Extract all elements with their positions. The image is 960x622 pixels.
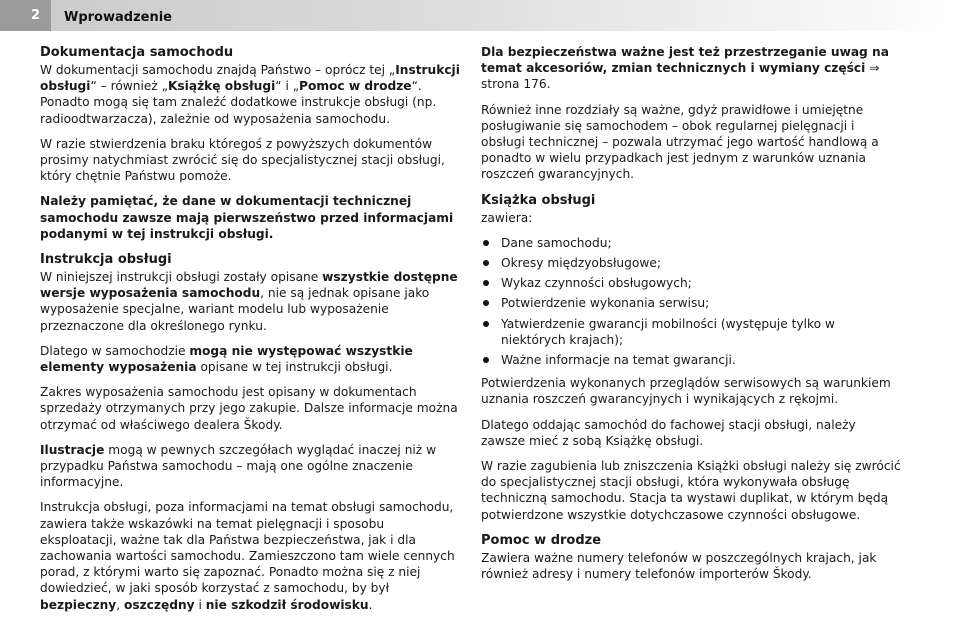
- list-item: Dane samochodu;: [481, 235, 901, 251]
- section-heading-manual: Instrukcja obsługi: [40, 252, 172, 268]
- service-book-list: [481, 235, 901, 368]
- list-item: Potwierdzenie wykonania serwisu;: [481, 295, 901, 311]
- paragraph-emphasis: Dla bezpieczeństwa ważne jest też przestrzeganie uwag na temat akcesoriów, zmian technicznych i wymiany części ⇒ strona 176.: [481, 45, 889, 92]
- page-number: 2: [0, 0, 51, 31]
- list-item: Ważne informacje na temat gwarancji.: [481, 352, 901, 368]
- paragraph: Instrukcja obsługi, poza informacjami na temat obsługi samochodu, zawiera także wskazówki na temat pielęgnacji i sposobu eksploatacji, ważne tak dla Państwa bezpieczeństwa, jak i dla zachowania wartości samochodu. Zamieszczono tam wiele cennych porad, z którymi warto się zapoznać. Ponadto można się z niej dowiedzieć, w jaki sposób korzystać z samochodu, by był bezpieczny, oszczędny i nie szkodził środowisku.: [40, 500, 455, 612]
- section-heading-service-book: Książka obsługi: [481, 192, 596, 208]
- paragraph: Również inne rozdziały są ważne, gdyż prawidłowe i umiejętne posługiwanie się samochodem – obok regularnej pielęgnacji i obsługi technicznej – pozwala utrzymać jego wartość handlową a ponadto w wielu przypadkach jest jednym z warunków uznania roszczeń gwarancyjnych.: [481, 102, 879, 182]
- paragraph: W niniejszej instrukcji obsługi zostały opisane wszystkie dostępne wersje wyposażenia samochodu, nie są jednak opisane jako wyposażenie specjalne, wariant modelu lub wyposażenie przeznaczone dla określonego rynku.: [40, 270, 458, 333]
- page-reference: ⇒ strona 176.: [481, 61, 880, 92]
- paragraph: Zakres wyposażenia samochodu jest opisany w dokumentach sprzedaży otrzymanych przy jego zakupie. Dalsze informacje można otrzymać od właściwego dealera Škody.: [40, 385, 458, 432]
- paragraph: Dlatego oddając samochód do fachowej stacji obsługi, należy zawsze mieć z sobą Książkę obsługi.: [481, 417, 856, 448]
- chapter-title: Wprowadzenie: [64, 10, 172, 25]
- paragraph: Zawiera ważne numery telefonów w poszczególnych krajach, jak również adresy i numery telefonów importerów Škody.: [481, 550, 877, 582]
- paragraph: W razie zagubienia lub zniszczenia Książki obsługi należy się zwrócić do specjalistycznej stacji obsługi, która wykonywała obsługę techniczną samochodu. Stacja ta wystawi duplikat, w którym będą potwierdzone wszystkie dotychczasowe czynności obsługowe.: [481, 459, 901, 522]
- left-column: [40, 44, 460, 622]
- list-item: Okresy międzyobsługowe;: [481, 255, 901, 271]
- right-column: [481, 44, 901, 591]
- paragraph-emphasis: Należy pamiętać, że dane w dokumentacji technicznej samochodu zawsze mają pierwszeństwo przed informacjami podanymi w tej instrukcji obsługi.: [40, 194, 454, 241]
- paragraph: Ilustracje mogą w pewnych szczegółach wyglądać inaczej niż w przypadku Państwa samochodu – mają one ogólne znaczenie informacyjne.: [40, 442, 437, 490]
- paragraph: W dokumentacji samochodu znajdą Państwo – oprócz tej „Instrukcji obsługi“ – również „Książkę obsługi“ i „Pomoc w drodze“. Ponadto mogą się tam znaleźć dodatkowe instrukcje obsługi (np. radioodtwarzacza), zależnie od wyposażenia samochodu.: [40, 63, 460, 126]
- paragraph: W razie stwierdzenia braku któregoś z powyższych dokumentów prosimy natychmiast zwrócić się do specjalistycznej stacji obsługi, który chętnie Państwu pomoże.: [40, 136, 445, 184]
- paragraph: Dlatego w samochodzie mogą nie występować wszystkie elementy wyposażenia opisane w tej instrukcji obsługi.: [40, 343, 413, 375]
- section-heading-documentation: Dokumentacja samochodu: [40, 45, 234, 60]
- list-item: Yatwierdzenie gwarancji mobilności (występuje tylko w niektórych krajach);: [481, 316, 901, 348]
- paragraph: Potwierdzenia wykonanych przeglądów serwisowych są warunkiem uznania roszczeń gwarancyjnych i wynikających z rękojmi.: [481, 376, 891, 407]
- section-heading-roadside-help: Pomoc w drodze: [481, 532, 602, 548]
- list-item: Wykaz czynności obsługowych;: [481, 275, 901, 291]
- paragraph: zawiera:: [481, 210, 533, 225]
